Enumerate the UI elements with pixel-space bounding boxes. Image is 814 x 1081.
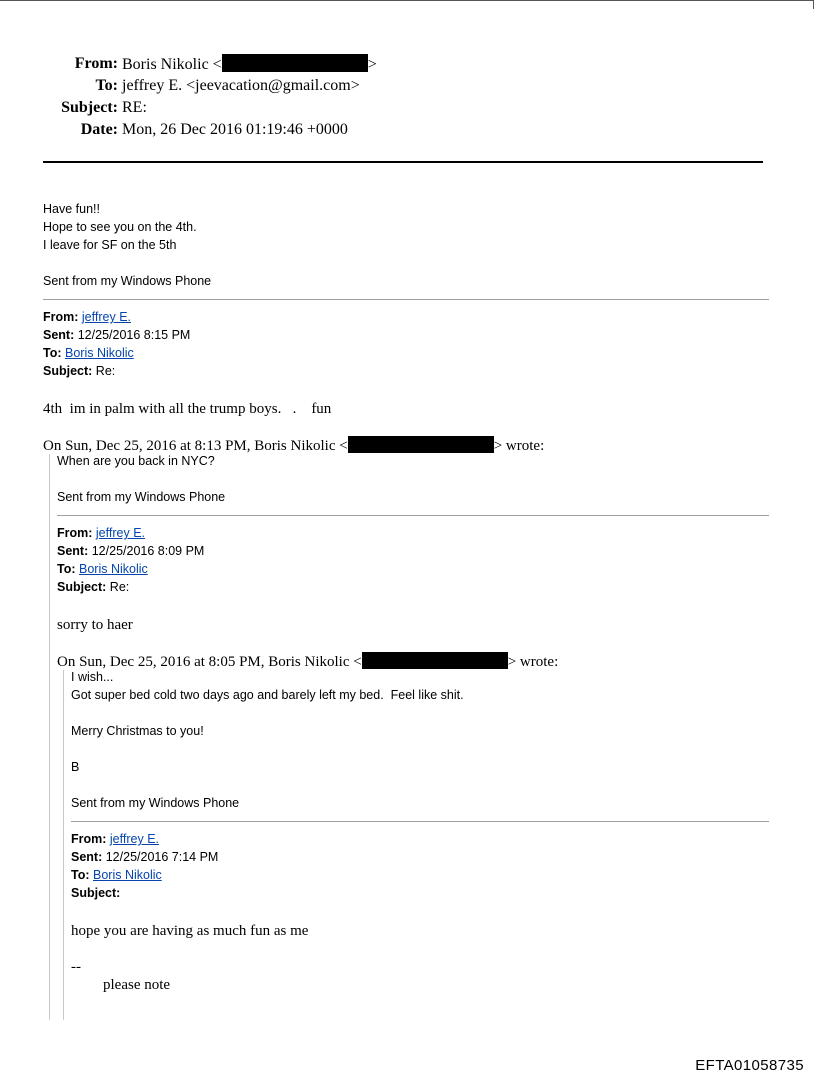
body-line-2: Hope to see you on the 4th. (43, 220, 197, 234)
quote2-from-link[interactable]: jeffrey E. (95, 526, 146, 540)
quote1-divider (43, 299, 769, 300)
quote3-line-2: Got super bed cold two days ago and barely left my bed. Feel like shit. (71, 688, 464, 702)
quote1-from-link[interactable]: jeffrey E. (81, 310, 132, 324)
quote3-to: To: Boris Nikolic (71, 868, 162, 882)
quote3-divider (71, 821, 769, 822)
quote1-to: To: Boris Nikolic (43, 346, 134, 360)
quote1-message: 4th im in palm with all the trump boys. . fun (43, 401, 332, 417)
redaction-box (362, 652, 508, 669)
document-id: EFTA01058735 (695, 1057, 804, 1074)
quote3-message: hope you are having as much fun as me (71, 923, 309, 939)
body-line-1: Have fun!! (43, 202, 100, 216)
quote3-subject: Subject: (71, 886, 121, 900)
quote3-sent: Sent: 12/25/2016 7:14 PM (71, 850, 219, 864)
quote2-to: To: Boris Nikolic (57, 562, 148, 576)
quote1-from: From: jeffrey E. (43, 310, 132, 324)
quote3-to-link[interactable]: Boris Nikolic (93, 868, 162, 882)
quote2-line-1: When are you back in NYC? (57, 454, 215, 468)
header-from-label: From: (74, 55, 118, 72)
header-divider (43, 161, 763, 163)
quote3-line-1: I wish... (71, 670, 114, 684)
quote1-subject: Subject: Re: (43, 364, 116, 378)
quote2-divider (57, 515, 769, 516)
quote3-note: please note (103, 977, 171, 993)
header-date-label: Date: (80, 121, 118, 138)
quote3-dashes: -- (71, 959, 81, 975)
top-border (0, 0, 814, 1)
quote2-left-bar (49, 454, 50, 1020)
quote3-line-4: B (71, 760, 80, 774)
quote2-subject: Subject: Re: (57, 580, 130, 594)
quote3-from-link[interactable]: jeffrey E. (109, 832, 160, 846)
redaction-box (348, 436, 494, 453)
header-subject-value: RE: (122, 99, 147, 116)
header-subject-label: Subject: (61, 99, 118, 116)
header-date-value: Mon, 26 Dec 2016 01:19:46 +0000 (122, 121, 348, 138)
quote2-from: From: jeffrey E. (57, 526, 146, 540)
quote1-wrote-line: On Sun, Dec 25, 2016 at 8:13 PM, Boris Nikolic < > wrote: (43, 438, 545, 454)
quote1-sent: Sent: 12/25/2016 8:15 PM (43, 328, 191, 342)
header-to-label: To: (95, 77, 118, 94)
redaction-box (222, 54, 368, 72)
quote3-line-3: Merry Christmas to you! (71, 724, 204, 738)
quote2-wrote-line: On Sun, Dec 25, 2016 at 8:05 PM, Boris Nikolic < > wrote: (57, 654, 559, 670)
body-signature: Sent from my Windows Phone (43, 274, 212, 288)
quote3-from: From: jeffrey E. (71, 832, 160, 846)
quote2-sent: Sent: 12/25/2016 8:09 PM (57, 544, 205, 558)
quote2-message: sorry to haer (57, 617, 133, 633)
quote3-signature: Sent from my Windows Phone (71, 796, 240, 810)
quote3-left-bar (63, 670, 64, 1020)
quote2-signature: Sent from my Windows Phone (57, 490, 226, 504)
body-line-3: I leave for SF on the 5th (43, 238, 177, 252)
header-to-value: jeffrey E. <jeevacation@gmail.com> (122, 77, 360, 94)
quote1-to-link[interactable]: Boris Nikolic (65, 346, 134, 360)
header-from-value: Boris Nikolic < > (122, 56, 377, 73)
quote2-to-link[interactable]: Boris Nikolic (79, 562, 148, 576)
